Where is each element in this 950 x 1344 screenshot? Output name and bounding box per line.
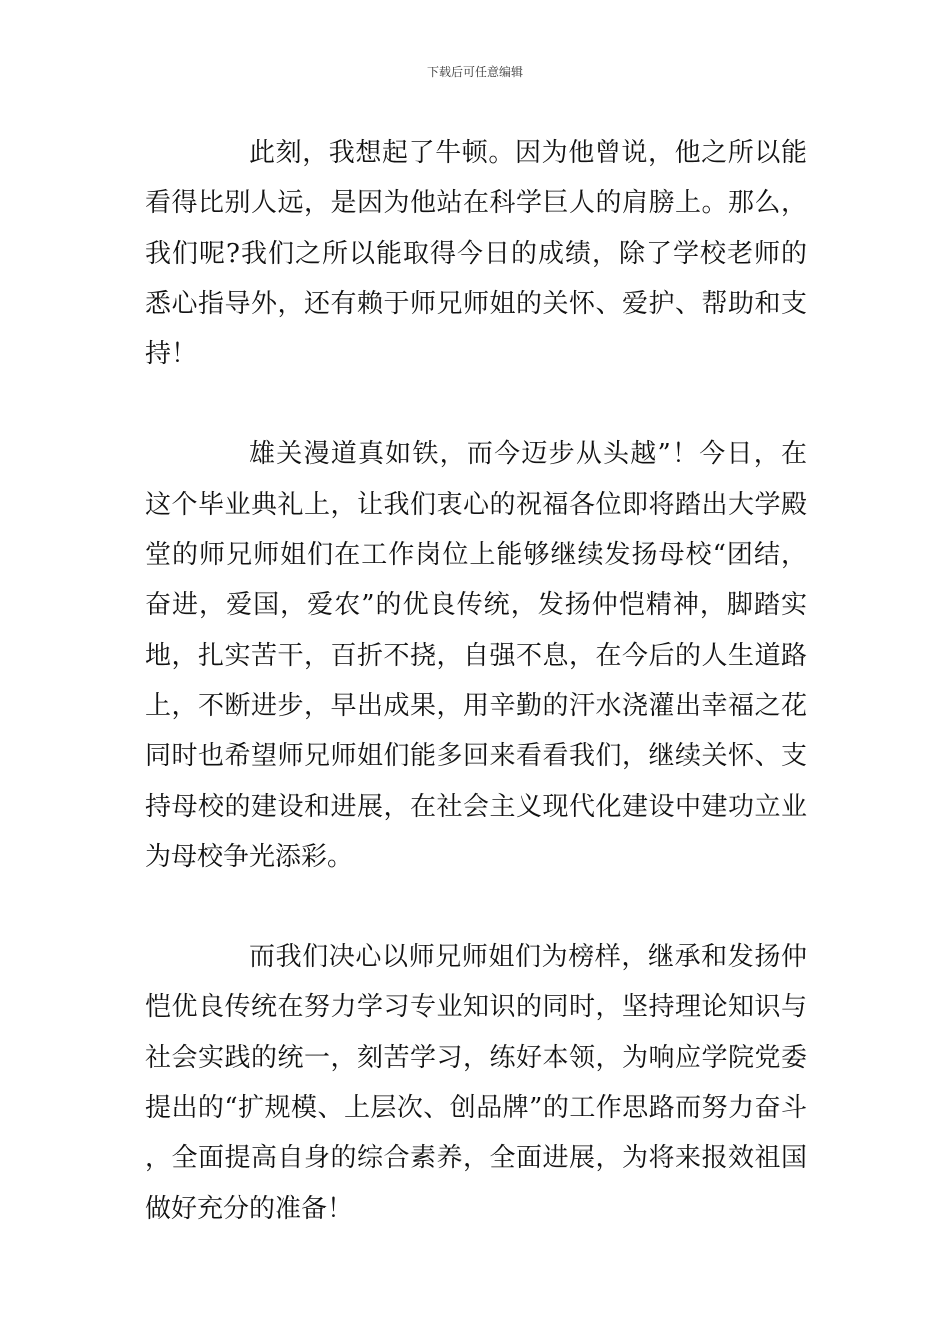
body-paragraph-2: 雄关漫道真如铁，而今迈步从头越”！今日，在这个毕业典礼上，让我们衷心的祝福各位即将踏出大学殿堂的师兄师姐们在工作岗位上能够继续发扬母校“团结，奋进，爱国，爱农”的优良传统，发扬仲恺精神，脚踏实地，扎实苦干，百折不挠，自强不息，在今后的人生道路上，不断进步，早出成果，用辛勤的汗水浇灌出幸福之花同时也希望师兄师姐们能多回来看看我们，继续关怀、支持母校的建设和进展，在社会主义现代化建设中建功立业为母校争光添彩。	[145, 439, 807, 872]
document-body	[145, 128, 807, 1234]
body-paragraph-1: 此刻，我想起了牛顿。因为他曾说，他之所以能看得比别人远，是因为他站在科学巨人的肩膀上。那么，我们呢?我们之所以能取得今日的成绩，除了学校老师的悉心指导外，还有赖于师兄师姐的关怀、爱护、帮助和支持！	[145, 138, 807, 370]
body-paragraph-3: 而我们决心以师兄师姐们为榜样，继承和发扬仲恺优良传统在努力学习专业知识的同时，坚持理论知识与社会实践的统一，刻苦学习，练好本领，为响应学院党委提出的“扩规模、上层次、创品牌”的工作思路而努力奋斗，全面提高自身的综合素养，全面进展，为将来报效祖国做好充分的准备！	[145, 942, 807, 1224]
page-header-note: 下载后可任意编辑	[426, 65, 523, 79]
